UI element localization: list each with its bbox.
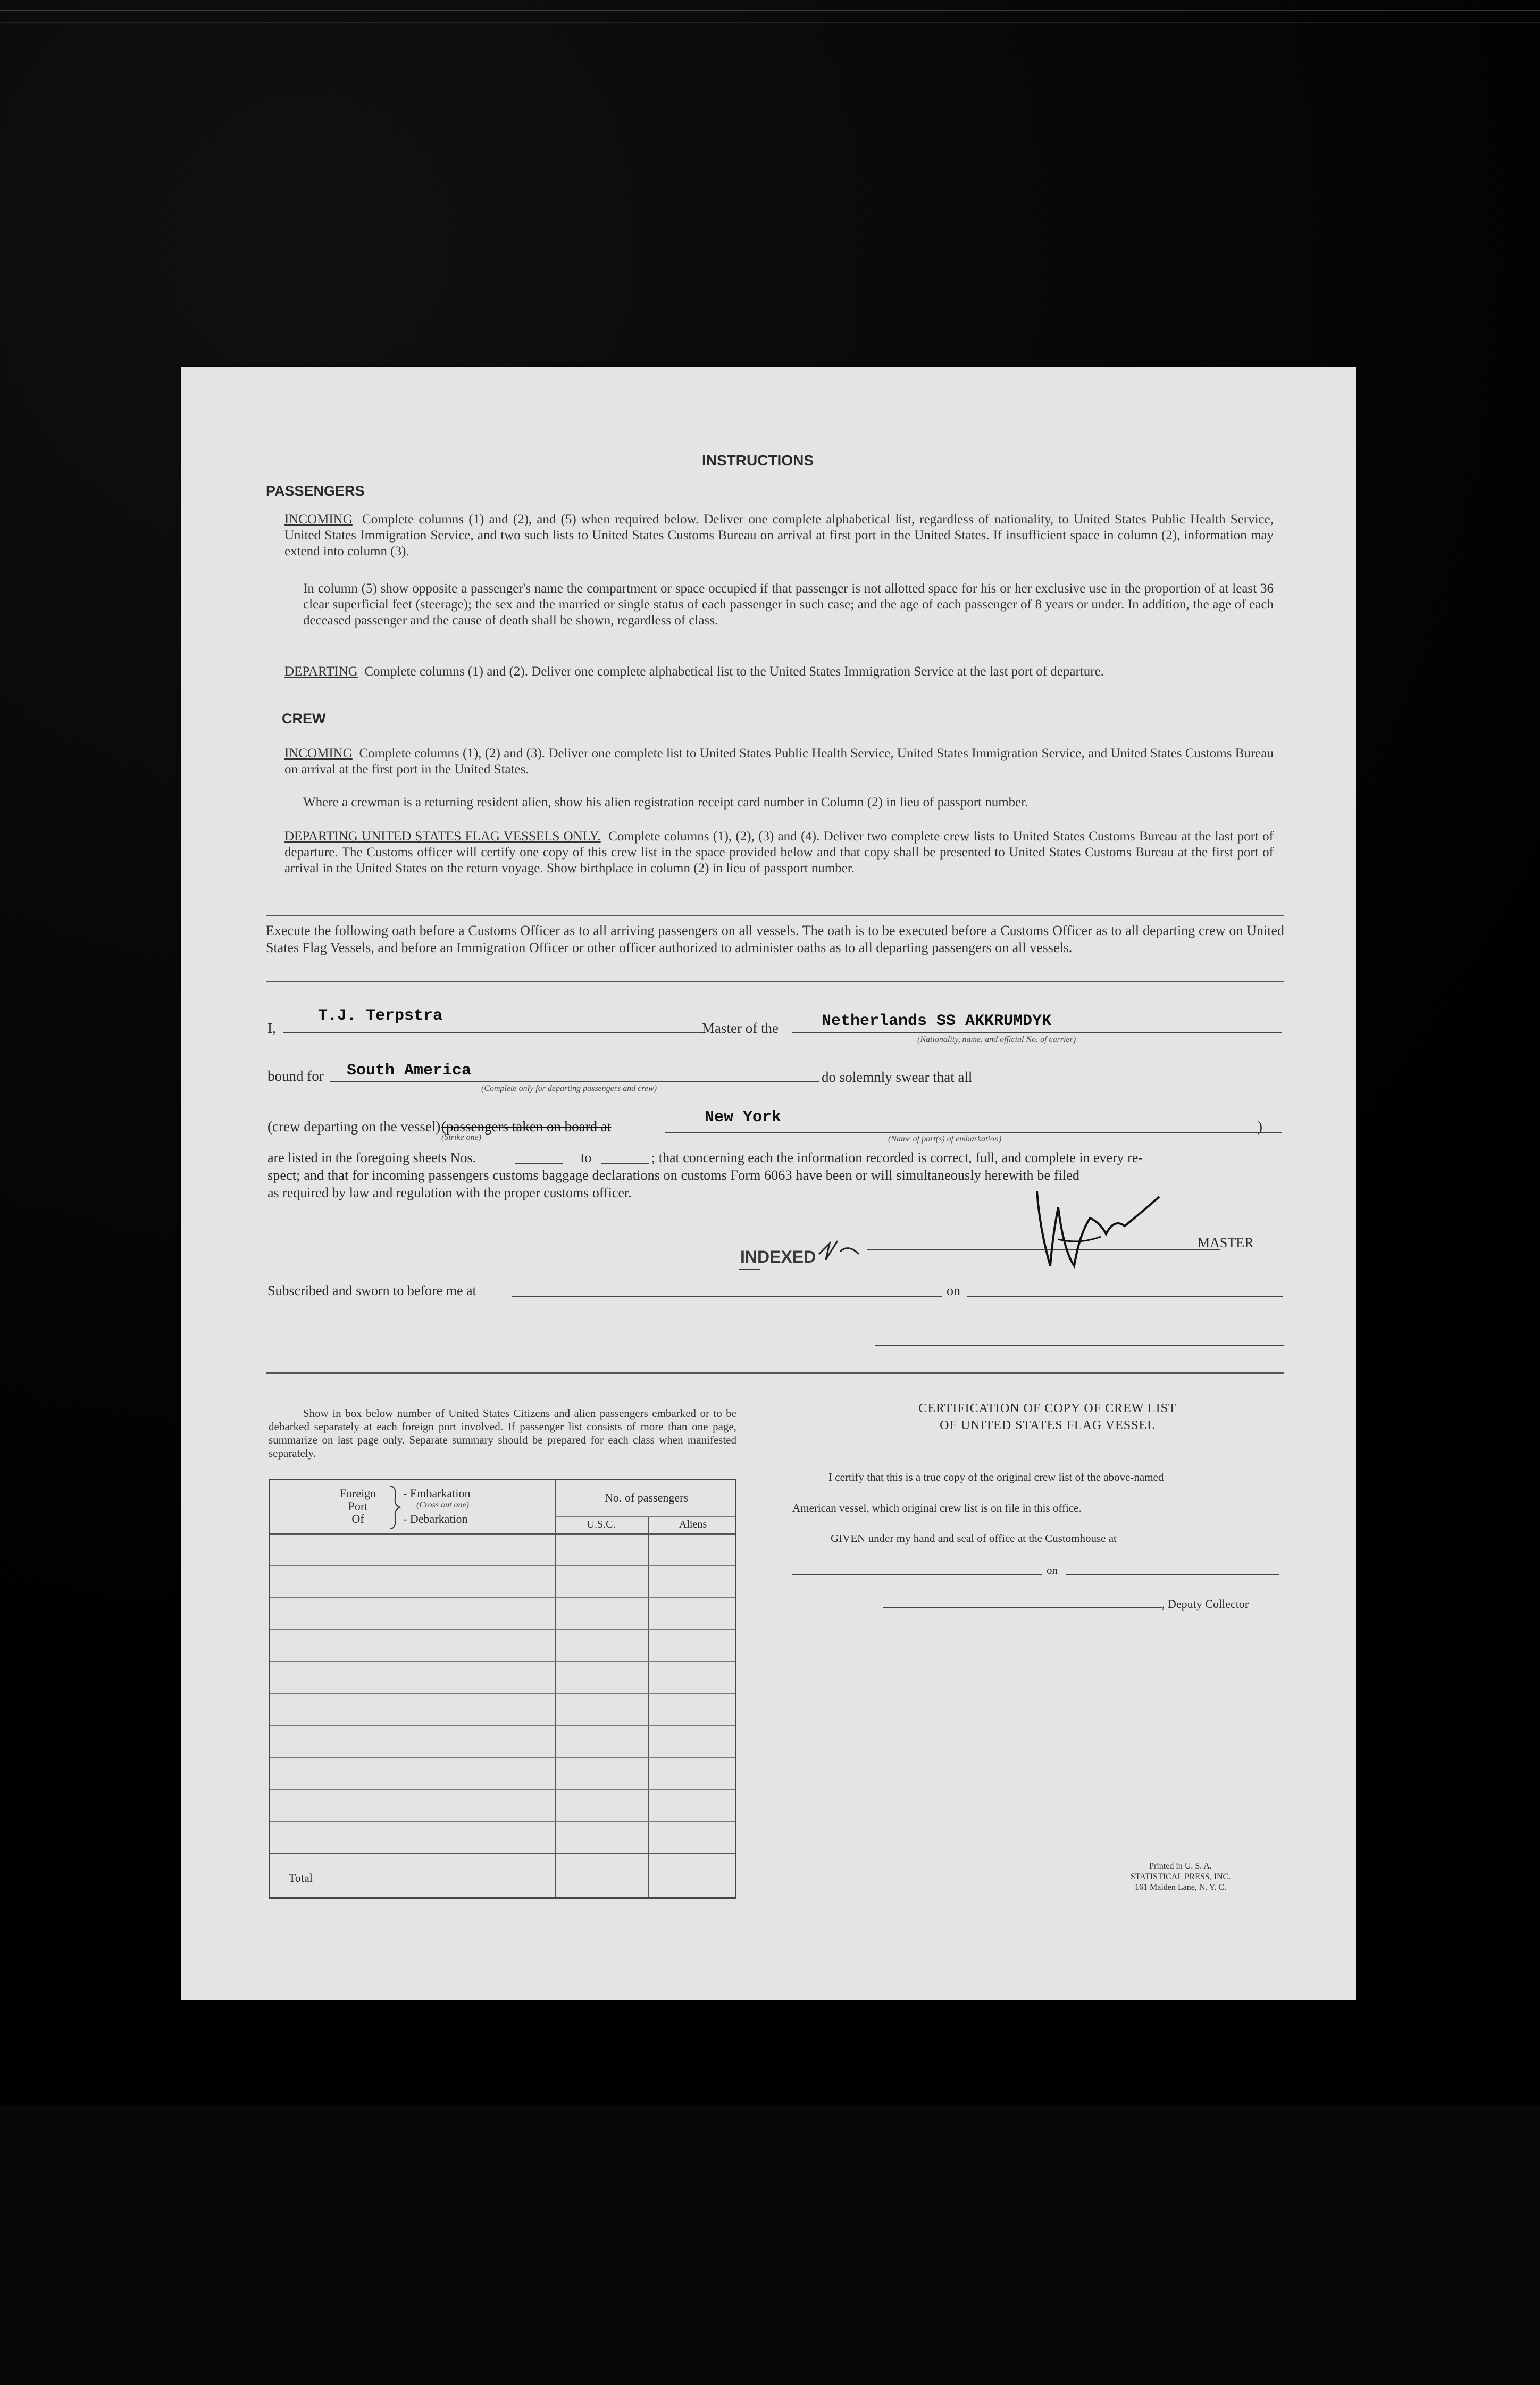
sheets-text-4: as required by law and regulation with the proper customs officer.	[267, 1185, 632, 1200]
sheets-text-2: ; that concerning each the information recorded is correct, full, and complete in every re-	[651, 1150, 1143, 1165]
table-row-line	[270, 1725, 735, 1726]
table-divider-v2	[648, 1517, 649, 1897]
master-name-value: T.J. Terpstra	[318, 1007, 443, 1025]
cert-text-2: American vessel, which original crew list is on file in this office.	[792, 1502, 1082, 1514]
sheets-text-1: are listed in the foregoing sheets Nos.	[267, 1150, 476, 1165]
cert-title-1: CERTIFICATION OF COPY OF CREW LIST	[918, 1402, 1177, 1415]
passengers-departing-paragraph	[284, 664, 1274, 680]
scan-edge-line	[0, 10, 1540, 11]
swear-text: do solemnly swear that all	[822, 1069, 973, 1085]
row-total: Total	[289, 1871, 313, 1884]
struck-passengers-text: (passengers taken on board at	[441, 1119, 612, 1135]
table-row-line	[270, 1789, 735, 1790]
passengers-column5-paragraph: In column (5) show opposite a passenger's name the compartment or space occupied if that passenger is not allotted space for his or her exclusive use in the proportion of at least 36 clear superficial feet (steerage); the sex and the married or single status of each passenger in such case; and the age of each passenger of 8 years or under. In addition, the age of each deceased passenger and the cause of death shall be shown, regardless of class.	[303, 581, 1274, 628]
initials-mark	[816, 1233, 864, 1265]
passengers-departing-text: Complete columns (1) and (2). Deliver one complete alphabetical list to the United States Immigration Service at the last port of departure.	[364, 664, 1104, 679]
vessel-caption: (Nationality, name, and official No. of carrier)	[917, 1035, 1076, 1044]
table-header-bottom	[270, 1533, 735, 1535]
table-row-line	[270, 1565, 735, 1566]
col-cross-out: (Cross out one)	[416, 1500, 469, 1510]
crew-departing-label: DEPARTING UNITED STATES FLAG VESSELS ONLY.	[284, 829, 601, 844]
table-row-line	[270, 1757, 735, 1758]
table-row-line	[270, 1661, 735, 1662]
col-embarkation: - Embarkation	[403, 1487, 471, 1500]
crew-resident-paragraph: Where a crewman is a returning resident alien, show his alien registration receipt card number in Column (2) in lieu of passport number.	[303, 795, 1028, 810]
sheets-from-line	[515, 1163, 563, 1164]
cert-text-3: GIVEN under my hand and seal of office at the Customhouse at	[831, 1532, 1117, 1545]
passengers-incoming-text: Complete columns (1) and (2), and (5) when required below. Deliver one complete alphabetical list, regardless of nationality, to United States Public Health Service, United States Immigration Service, and two such lists to United States Customs Bureau on arrival at first port in the United States. If insufficient space in column (2), information may extend into column (3).	[284, 512, 1274, 558]
scan-edge-line-2	[0, 22, 1540, 23]
table-divider-v1	[555, 1480, 556, 1897]
indexed-stamp-underline	[739, 1269, 760, 1270]
subscribed-date-line	[967, 1296, 1283, 1297]
table-row-line	[270, 1629, 735, 1630]
divider-3	[266, 1372, 1284, 1374]
cert-place-line	[792, 1574, 1042, 1575]
brace-icon	[387, 1485, 403, 1530]
cert-on-label: on	[1047, 1564, 1058, 1577]
cert-title-2: OF UNITED STATES FLAG VESSEL	[940, 1419, 1156, 1432]
master-name-line	[283, 1032, 704, 1033]
cert-text-1: I certify that this is a true copy of the original crew list of the above-named	[828, 1471, 1164, 1483]
printer-line-2: STATISTICAL PRESS, INC.	[1130, 1872, 1231, 1881]
oath-i: I,	[267, 1020, 276, 1036]
summary-note: Show in box below number of United States Citizens and alien passengers embarked or to be debarked separately at each foreign port involved. If passenger list consists of more than one page, summarize on last page only. Separate summary should be prepared for each class when manifested separately.	[269, 1407, 736, 1460]
passengers-departing-label: DEPARTING	[284, 664, 358, 679]
deputy-collector-line	[883, 1607, 1162, 1608]
col-foreign-3: Of	[351, 1512, 364, 1525]
document-page	[181, 367, 1356, 2000]
crew-departing-text: Complete columns (1), (2), (3) and (4). Deliver two complete crew lists to United States Customs Bureau at the last port of departure. The Customs officer will certify one copy of this crew list in the space provided below and that copy shall be presented to United States Customs Bureau at the first port of arrival in the United States on the return voyage. Show birthplace in column (2) in lieu of passport number.	[284, 829, 1274, 875]
crew-incoming-paragraph	[284, 746, 1274, 778]
bound-for-value: South America	[347, 1062, 472, 1080]
indexed-stamp: INDEXED	[740, 1247, 816, 1266]
port-caption: (Name of port(s) of embarkation)	[888, 1135, 1002, 1144]
oath-intro: Execute the following oath before a Customs Officer as to all arriving passengers on all vessels. The oath is to be executed before a Customs Officer as to all departing crew on United States Flag Vessels, and before an Immigration Officer or other officer authorized to administer oaths as to all departing passengers on all vessels.	[266, 923, 1284, 955]
printer-line-1: Printed in U. S. A.	[1149, 1862, 1212, 1871]
vessel-line	[792, 1032, 1282, 1033]
crew-departing-label: (crew departing on the vessel)	[267, 1119, 441, 1135]
divider-1	[266, 915, 1284, 916]
bound-for-line	[330, 1081, 819, 1082]
master-of-the-label: Master of the	[702, 1020, 779, 1036]
col-aliens: Aliens	[679, 1519, 707, 1530]
crew-incoming-label: INCOMING	[284, 746, 353, 761]
officer-signature-line	[875, 1345, 1284, 1346]
scan-bottom-area	[0, 2106, 1540, 2385]
col-debarkation: - Debarkation	[403, 1512, 468, 1525]
vessel-value: Netherlands SS AKKRUMDYK	[822, 1012, 1052, 1030]
port-value: New York	[705, 1108, 782, 1127]
sheets-to: to	[581, 1150, 592, 1165]
port-line	[665, 1132, 1282, 1133]
master-label: MASTER	[1198, 1235, 1254, 1250]
printer-line-3: 161 Maiden Lane, N. Y. C.	[1135, 1883, 1226, 1892]
table-row-line	[270, 1693, 735, 1694]
table-row-line	[270, 1821, 735, 1822]
passenger-summary-table	[269, 1479, 736, 1899]
sheets-to-line	[601, 1163, 649, 1164]
strike-one-caption: (Strike one)	[441, 1133, 482, 1142]
crew-heading: CREW	[282, 711, 326, 727]
instructions-heading: INSTRUCTIONS	[702, 452, 814, 469]
subscribed-on-label: on	[947, 1283, 960, 1298]
bound-for-caption: (Complete only for departing passengers and crew)	[481, 1084, 657, 1093]
sheets-text-3: spect; and that for incoming passengers customs baggage declarations on customs Form 6063 have been or will simultaneously herewith be filed	[267, 1168, 1080, 1183]
col-no-of-passengers: No. of passengers	[604, 1491, 689, 1504]
subscribed-text: Subscribed and sworn to before me at	[267, 1283, 476, 1298]
passengers-incoming-label: INCOMING	[284, 512, 353, 527]
port-closing-paren: )	[1258, 1119, 1262, 1135]
table-total-line	[270, 1853, 735, 1854]
table-row-line	[270, 1597, 735, 1598]
cert-date-line	[1066, 1574, 1279, 1575]
divider-2	[266, 981, 1284, 982]
crew-departing-paragraph	[284, 829, 1274, 877]
col-foreign-1: Foreign	[339, 1487, 376, 1500]
crew-incoming-text: Complete columns (1), (2) and (3). Deliver one complete list to United States Public Health Service, United States Immigration Service, and United States Customs Bureau on arrival at the first port in the United States.	[284, 746, 1274, 777]
passengers-heading: PASSENGERS	[266, 483, 365, 499]
subscribed-place-line	[512, 1296, 942, 1297]
table-divider-header	[555, 1516, 735, 1517]
deputy-collector-label: , Deputy Collector	[1162, 1597, 1249, 1611]
col-usc: U.S.C.	[587, 1519, 616, 1530]
bound-for-label: bound for	[267, 1068, 324, 1084]
col-foreign-2: Port	[348, 1499, 368, 1513]
passengers-incoming-paragraph	[284, 512, 1274, 560]
master-signature	[1026, 1186, 1165, 1277]
